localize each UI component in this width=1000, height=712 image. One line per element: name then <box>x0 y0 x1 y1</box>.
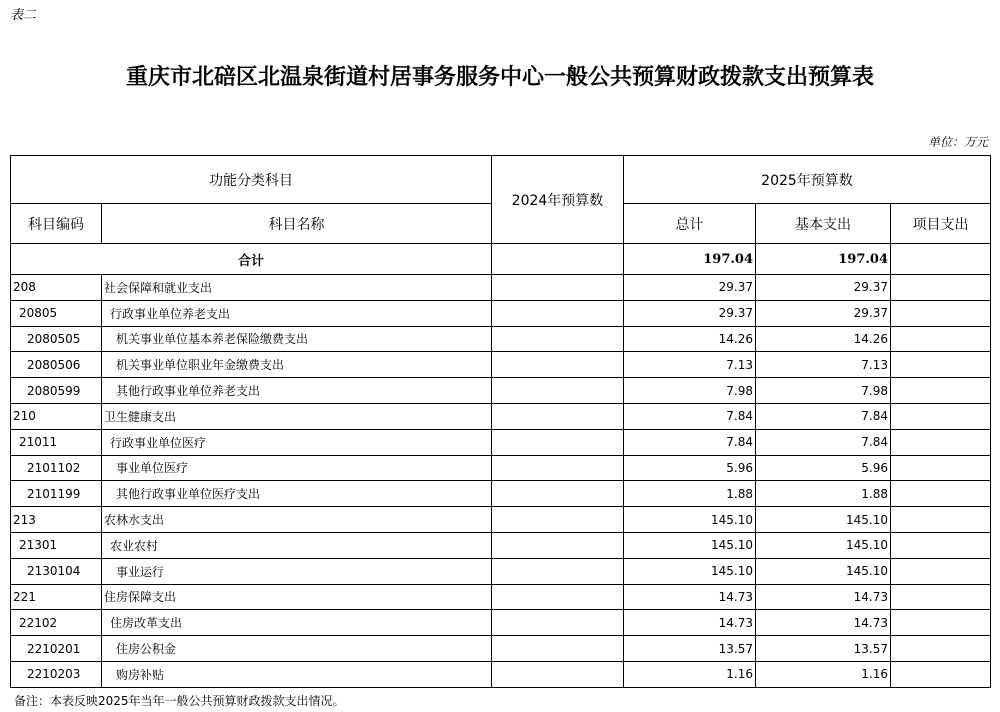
row-basic: 1.16 <box>756 661 891 687</box>
table-tag: 表二 <box>10 8 37 23</box>
row-project <box>891 661 991 687</box>
row-name: 机关事业单位职业年金缴费支出 <box>102 352 492 378</box>
table-row <box>11 532 991 558</box>
row-basic: 14.73 <box>756 610 891 636</box>
table-row <box>11 507 991 533</box>
row-code: 208 <box>11 275 102 301</box>
row-budget-2024 <box>492 558 624 584</box>
row-basic: 145.10 <box>756 532 891 558</box>
row-code: 2210201 <box>11 636 102 662</box>
row-project <box>891 275 991 301</box>
row-name: 住房保障支出 <box>102 584 492 610</box>
row-basic: 7.84 <box>756 403 891 429</box>
row-budget-2024 <box>492 455 624 481</box>
row-name: 机关事业单位基本养老保险缴费支出 <box>102 326 492 352</box>
table-row <box>11 403 991 429</box>
row-name: 卫生健康支出 <box>102 403 492 429</box>
row-budget-2024 <box>492 403 624 429</box>
header-budget-2025: 2025年预算数 <box>624 156 991 204</box>
row-code: 2101199 <box>11 481 102 507</box>
row-project <box>891 455 991 481</box>
row-project <box>891 636 991 662</box>
row-project <box>891 326 991 352</box>
row-budget-2024 <box>492 300 624 326</box>
row-code: 221 <box>11 584 102 610</box>
row-name: 其他行政事业单位医疗支出 <box>102 481 492 507</box>
row-project <box>891 378 991 404</box>
row-name: 行政事业单位医疗 <box>102 429 492 455</box>
total-basic: 197.04 <box>756 244 891 275</box>
table-row <box>11 636 991 662</box>
row-basic: 5.96 <box>756 455 891 481</box>
table-row <box>11 275 991 301</box>
row-name: 农林水支出 <box>102 507 492 533</box>
row-project <box>891 429 991 455</box>
row-basic: 14.73 <box>756 584 891 610</box>
row-budget-2024 <box>492 378 624 404</box>
header-code: 科目编码 <box>11 204 102 244</box>
row-total: 14.73 <box>624 610 756 636</box>
row-code: 2080506 <box>11 352 102 378</box>
row-code: 2080599 <box>11 378 102 404</box>
footnote: 备注：本表反映2025年当年一般公共预算财政拨款支出情况。 <box>14 694 345 708</box>
row-code: 22102 <box>11 610 102 636</box>
row-budget-2024 <box>492 326 624 352</box>
row-total: 1.16 <box>624 661 756 687</box>
row-total: 7.84 <box>624 429 756 455</box>
row-project <box>891 584 991 610</box>
row-budget-2024 <box>492 636 624 662</box>
row-total: 29.37 <box>624 275 756 301</box>
row-total: 145.10 <box>624 558 756 584</box>
total-budget-2024 <box>492 244 624 275</box>
row-name: 事业单位医疗 <box>102 455 492 481</box>
total-label: 合计 <box>11 244 492 275</box>
row-name: 其他行政事业单位养老支出 <box>102 378 492 404</box>
row-name: 农业农村 <box>102 532 492 558</box>
row-code: 21011 <box>11 429 102 455</box>
table-row <box>11 610 991 636</box>
row-project <box>891 532 991 558</box>
row-basic: 7.98 <box>756 378 891 404</box>
row-total: 7.84 <box>624 403 756 429</box>
table-row <box>11 584 991 610</box>
row-basic: 29.37 <box>756 300 891 326</box>
header-project: 项目支出 <box>891 204 991 244</box>
row-budget-2024 <box>492 275 624 301</box>
row-code: 2210203 <box>11 661 102 687</box>
row-budget-2024 <box>492 429 624 455</box>
row-name: 社会保障和就业支出 <box>102 275 492 301</box>
row-budget-2024 <box>492 584 624 610</box>
row-code: 210 <box>11 403 102 429</box>
row-budget-2024 <box>492 481 624 507</box>
unit-label: 单位：万元 <box>927 135 988 149</box>
page-title: 重庆市北碚区北温泉街道村居事务服务中心一般公共预算财政拨款支出预算表 <box>125 64 874 90</box>
header-basic: 基本支出 <box>756 204 891 244</box>
row-project <box>891 558 991 584</box>
row-total: 145.10 <box>624 532 756 558</box>
row-code: 21301 <box>11 532 102 558</box>
row-total: 1.88 <box>624 481 756 507</box>
budget-table <box>10 155 991 688</box>
row-basic: 7.84 <box>756 429 891 455</box>
row-total: 7.13 <box>624 352 756 378</box>
row-project <box>891 352 991 378</box>
header-total: 总计 <box>624 204 756 244</box>
row-budget-2024 <box>492 352 624 378</box>
row-project <box>891 403 991 429</box>
row-budget-2024 <box>492 507 624 533</box>
header-name: 科目名称 <box>102 204 492 244</box>
table-body <box>11 244 991 688</box>
row-name: 住房公积金 <box>102 636 492 662</box>
table-row <box>11 558 991 584</box>
row-total: 5.96 <box>624 455 756 481</box>
table-row <box>11 429 991 455</box>
row-total: 14.73 <box>624 584 756 610</box>
row-code: 213 <box>11 507 102 533</box>
table-row <box>11 481 991 507</box>
row-total: 145.10 <box>624 507 756 533</box>
row-code: 2130104 <box>11 558 102 584</box>
row-budget-2024 <box>492 661 624 687</box>
row-name: 住房改革支出 <box>102 610 492 636</box>
row-basic: 29.37 <box>756 275 891 301</box>
row-basic: 7.13 <box>756 352 891 378</box>
total-row <box>11 244 991 275</box>
row-basic: 145.10 <box>756 558 891 584</box>
table-row <box>11 455 991 481</box>
row-basic: 1.88 <box>756 481 891 507</box>
row-code: 2101102 <box>11 455 102 481</box>
table-row <box>11 378 991 404</box>
row-project <box>891 610 991 636</box>
row-budget-2024 <box>492 532 624 558</box>
table-row <box>11 661 991 687</box>
row-project <box>891 481 991 507</box>
row-total: 13.57 <box>624 636 756 662</box>
row-code: 20805 <box>11 300 102 326</box>
row-total: 29.37 <box>624 300 756 326</box>
header-budget-2024: 2024年预算数 <box>492 156 624 244</box>
table-row <box>11 326 991 352</box>
header-functional-category: 功能分类科目 <box>11 156 492 204</box>
row-budget-2024 <box>492 610 624 636</box>
row-basic: 145.10 <box>756 507 891 533</box>
total-project <box>891 244 991 275</box>
row-basic: 13.57 <box>756 636 891 662</box>
row-code: 2080505 <box>11 326 102 352</box>
row-project <box>891 300 991 326</box>
table-row <box>11 300 991 326</box>
table-row <box>11 352 991 378</box>
row-total: 7.98 <box>624 378 756 404</box>
row-name: 事业运行 <box>102 558 492 584</box>
total-total: 197.04 <box>624 244 756 275</box>
row-name: 行政事业单位养老支出 <box>102 300 492 326</box>
row-project <box>891 507 991 533</box>
row-basic: 14.26 <box>756 326 891 352</box>
row-name: 购房补贴 <box>102 661 492 687</box>
row-total: 14.26 <box>624 326 756 352</box>
